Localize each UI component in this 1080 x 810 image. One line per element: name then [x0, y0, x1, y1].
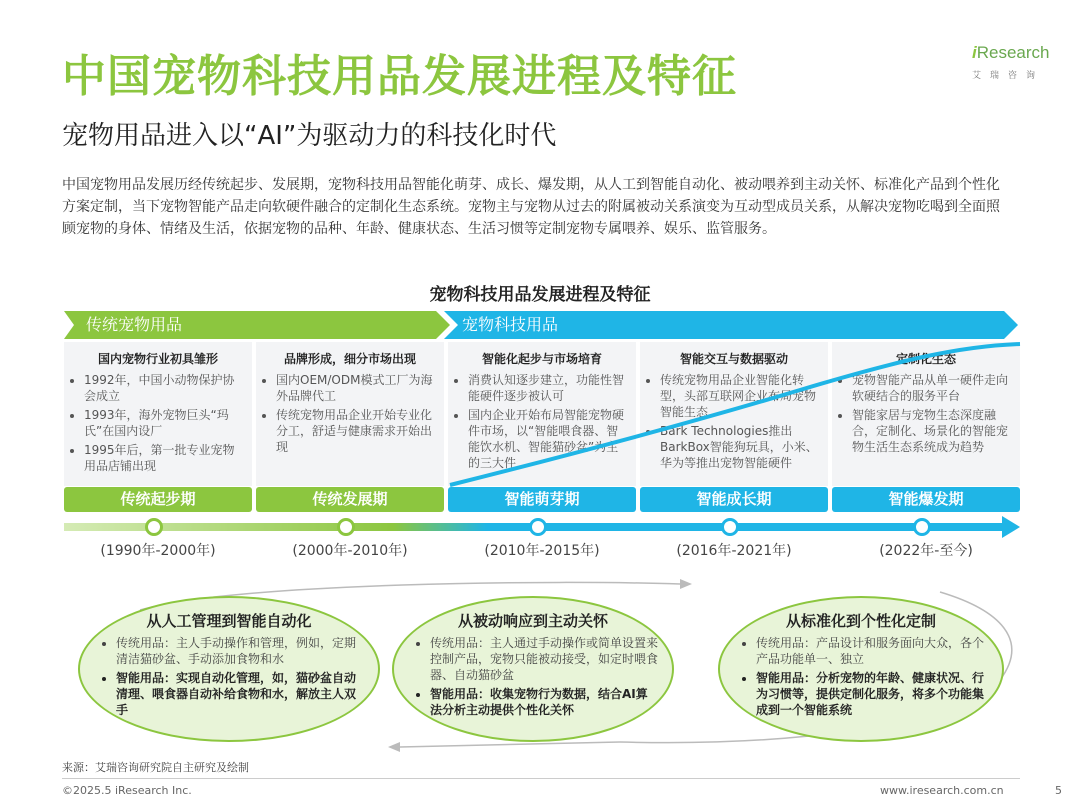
stage-years: (2010年-2015年)	[484, 543, 600, 559]
stage-years: (2000年-2010年)	[292, 543, 408, 559]
stage-name-bar: 智能成长期	[640, 487, 828, 512]
copyright: ©2025.5 iResearch Inc.	[62, 784, 192, 797]
stage-point: • 传统宠物用品企业智能化转型，头部互联网企业布局宠物智能生态	[660, 372, 822, 420]
transition-ellipse-3	[718, 596, 1004, 742]
timeline-dot	[145, 518, 163, 536]
logo-sub: 艾瑞咨询	[972, 71, 1045, 81]
transition-smart: • 智能用品：实现自动化管理，如，猫砂盆自动清理、喂食器自动补给食物和水，解放主人双手	[116, 670, 364, 718]
stage-point: • 1993年，海外宠物巨头“玛氏”在国内设厂	[84, 407, 246, 439]
stage-point: • 宠物智能产品从单一硬件走向软硬结合的服务平台	[852, 372, 1014, 404]
intro-paragraph: 中国宠物用品发展历经传统起步、发展期，宠物科技用品智能化萌芽、成长、爆发期，从人工到智能自动化、被动喂养到主动关怀、标准化产品到个性化方案定制，当下宠物智能产品走向软硬件融合的定制化生态系统。宠物主与宠物从过去的附属被动关系演变为互动型成员关系，从解决宠物吃喝到全面照顾宠物的身体、情绪及生活，依据宠物的品种、年龄、健康状态、生活习惯等定制宠物专属喂养、娱乐、监管服务。	[62, 177, 1000, 237]
transition-smart: • 智能用品：分析宠物的年龄、健康状况、行为习惯等，提供定制化服务，将多个功能集成到一个智能系统	[756, 670, 988, 718]
stage-point: • 国内企业开始布局智能宠物硬件市场，以“智能喂食器、智能饮水机、智能猫砂盆”为主的三大件	[468, 407, 630, 471]
stage-point: • 消费认知逐步建立，功能性智能硬件逐步被认可	[468, 372, 630, 404]
transition-traditional: • 传统用品：主人手动操作和管理，例如，定期清洁猫砂盆、手动添加食物和水	[116, 635, 364, 667]
stage-heading: 品牌形成，细分市场出现	[283, 352, 416, 366]
growth-curve-line	[450, 344, 1020, 485]
page-title: 中国宠物科技用品发展进程及特征	[62, 51, 737, 102]
transition-title: 从被动响应到主动关怀	[457, 612, 608, 630]
stage-name-bar: 传统起步期	[64, 487, 252, 512]
phase-label-traditional: 传统宠物用品	[86, 315, 183, 334]
growth-curve	[440, 340, 1030, 490]
stage-years: (2022年-至今)	[879, 543, 973, 559]
stage-card-1	[64, 342, 252, 486]
stage-years: (1990年-2000年)	[100, 543, 216, 559]
timeline-arrowhead	[1002, 516, 1020, 538]
iresearch-logo	[972, 44, 1068, 92]
stage-point: • 1995年后，第一批专业宠物用品店铺出现	[84, 442, 246, 474]
timeline-dot	[721, 518, 739, 536]
stage-point: • 智能家居与宠物生态深度融合，定制化、场景化的智能宠物生活生态系统成为趋势	[852, 407, 1014, 455]
chart-title: 宠物科技用品发展进程及特征	[429, 285, 651, 305]
timeline-dot	[529, 518, 547, 536]
stage-name-bar: 智能爆发期	[832, 487, 1020, 512]
transition-title: 从人工管理到智能自动化	[146, 612, 312, 630]
website-link[interactable]: www.iresearch.com.cn	[880, 784, 1004, 797]
timeline-dot	[337, 518, 355, 536]
stage-card-2	[256, 342, 444, 486]
timeline-dot	[913, 518, 931, 536]
page-subtitle: 宠物用品进入以“AI”为驱动力的科技化时代	[62, 121, 557, 151]
stage-years: (2016年-2021年)	[676, 543, 792, 559]
transition-traditional: • 传统用品：产品设计和服务面向大众，各个产品功能单一、独立	[756, 635, 988, 667]
transition-traditional: • 传统用品：主人通过手动操作或简单设置来控制产品，宠物只能被动接受，如定时喂食器、自动猫砂盆	[430, 635, 658, 683]
footer-divider	[62, 778, 1020, 779]
stage-heading: 智能交互与数据驱动	[679, 352, 788, 366]
stage-heading: 智能化起步与市场培育	[481, 352, 602, 366]
logo-text: iResearch	[972, 43, 1050, 62]
stage-heading: 国内宠物行业初具雏形	[97, 352, 218, 366]
stage-heading: 定制化生态	[895, 352, 956, 366]
source-note: 来源：艾瑞咨询研究院自主研究及绘制	[62, 761, 249, 774]
stage-point: • 国内OEM/ODM模式工厂为海外品牌代工	[276, 372, 438, 404]
page-number: 5	[1055, 784, 1062, 797]
phase-label-tech: 宠物科技用品	[462, 315, 559, 334]
stage-point: • 1992年，中国小动物保护协会成立	[84, 372, 246, 404]
stage-name-bar: 智能萌芽期	[448, 487, 636, 512]
transition-ellipse-1	[78, 596, 380, 742]
stage-name-bar: 传统发展期	[256, 487, 444, 512]
transition-smart: • 智能用品：收集宠物行为数据，结合AI算法分析主动提供个性化关怀	[430, 686, 658, 718]
transition-title: 从标准化到个性化定制	[785, 612, 936, 630]
transition-ellipse-2	[392, 596, 674, 742]
stage-point: • 传统宠物用品企业开始专业化分工，舒适与健康需求开始出现	[276, 407, 438, 455]
stage-point: • Bark Technologies推出BarkBox智能狗玩具，小米、华为等推出宠物智能硬件	[660, 423, 822, 471]
